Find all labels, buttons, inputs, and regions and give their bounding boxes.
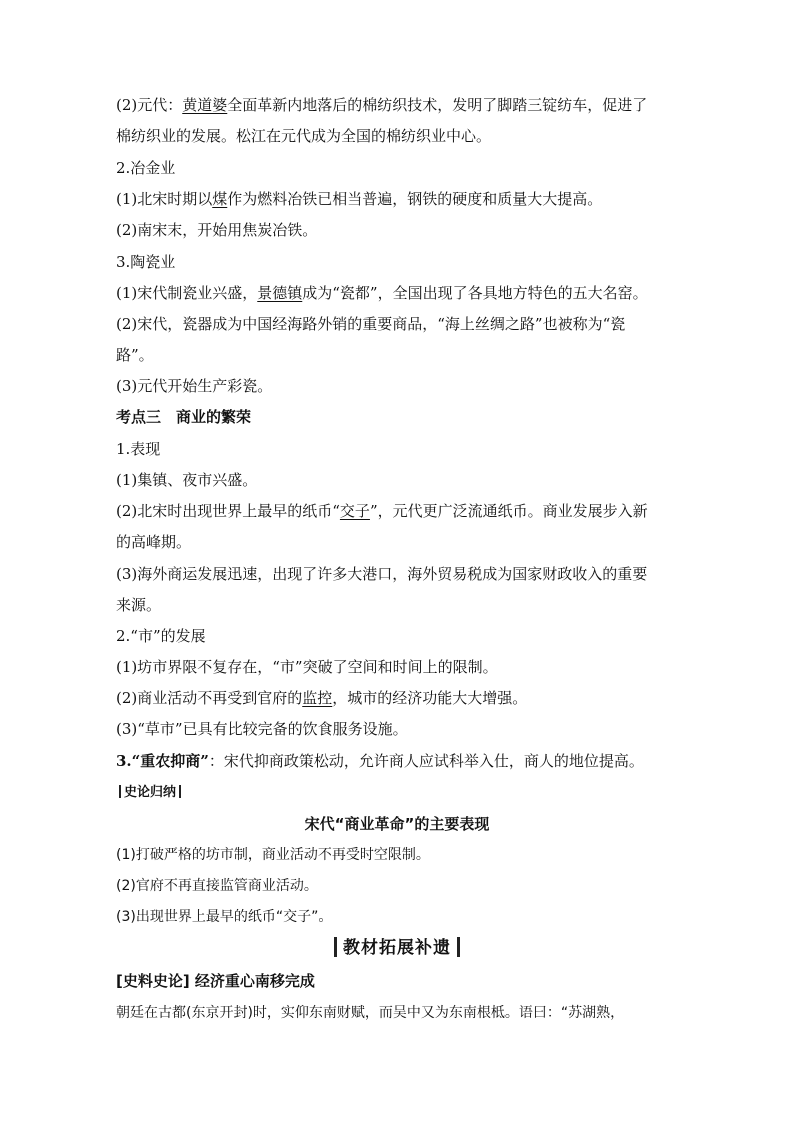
text-line: (2)南宋末，开始用焦炭冶铁。 <box>116 221 318 239</box>
underlined-term: 交子 <box>339 502 370 520</box>
section-heading: 1.表现 <box>116 440 161 458</box>
summary-title: 宋代“商业革命”的主要表现 <box>304 815 490 833</box>
text-line: (1)坊市界限不复存在，“市”突破了空间和时间上的限制。 <box>116 658 498 676</box>
text-line: 棉纺织业的发展。松江在元代成为全国的棉纺织业中心。 <box>116 127 492 145</box>
summary-tag: 史论归纳 <box>116 785 184 801</box>
extension-text: 朝廷在古都(东京开封)时，实仰东南财赋，而吴中又为东南根柢。语曰：“苏湖熟， <box>116 1005 625 1021</box>
text-line: (1)集镇、夜市兴盛。 <box>116 471 258 489</box>
text-line: 的高峰期。 <box>116 533 192 551</box>
summary-item: (2)官府不再直接监管商业活动。 <box>116 878 318 894</box>
text-line: (2)商业活动不再受到官府的监控，城市的经济功能大大增强。 <box>116 689 528 707</box>
text-line: 来源。 <box>116 596 162 614</box>
text-line: (1)宋代制瓷业兴盛，景德镇成为“瓷都”，全国出现了各具地方特色的五大名窑。 <box>116 284 648 302</box>
text-line: (3)海外商运发展迅速，出现了许多大港口，海外贸易税成为国家财政收入的重要 <box>116 565 648 583</box>
section-heading: 2.冶金业 <box>116 159 176 177</box>
text-line: (3)“草市”已具有比较完备的饮食服务设施。 <box>116 720 408 738</box>
text-line: 3.“重农抑商”：宋代抑商政策松动，允许商人应试科举入仕，商人的地位提高。 <box>116 752 644 770</box>
text-line: (3)元代开始生产彩瓷。 <box>116 377 273 395</box>
text-line: (1)北宋时期以煤作为燃料冶铁已相当普遍，钢铁的硬度和质量大大提高。 <box>116 190 603 208</box>
bar-mark <box>334 937 337 957</box>
extension-heading: [史料史论] 经济重心南移完成 <box>116 972 315 990</box>
text-line: (2)元代：黄道婆全面革新内地落后的棉纺织技术，发明了脚踏三锭纺车，促进了 <box>116 96 648 114</box>
bar-mark <box>119 785 121 798</box>
topic-heading: 考点三 商业的繁荣 <box>116 408 252 426</box>
bar-mark <box>457 937 460 957</box>
text-line: (2)宋代，瓷器成为中国经海路外销的重要商品，“海上丝绸之路”也被称为“瓷 <box>116 315 626 333</box>
section-heading: 3.陶瓷业 <box>116 253 176 271</box>
text-line: (2)北宋时出现世界上最早的纸币“交子”，元代更广泛流通纸币。商业发展步入新 <box>116 502 648 520</box>
extension-banner: 教材拓展补遗 <box>0 937 794 959</box>
underlined-term: 煤 <box>212 190 228 208</box>
summary-item: (3)出现世界上最早的纸币“交子”。 <box>116 909 333 925</box>
underlined-term: 景德镇 <box>257 284 303 302</box>
summary-item: (1)打破严格的坊市制，商业活动不再受时空限制。 <box>116 847 430 863</box>
section-heading: 2.“市”的发展 <box>116 627 206 645</box>
text-line: 路”。 <box>116 346 154 364</box>
underlined-term: 黄道婆 <box>182 96 228 114</box>
bar-mark <box>179 785 181 798</box>
underlined-term: 监控 <box>302 689 333 707</box>
